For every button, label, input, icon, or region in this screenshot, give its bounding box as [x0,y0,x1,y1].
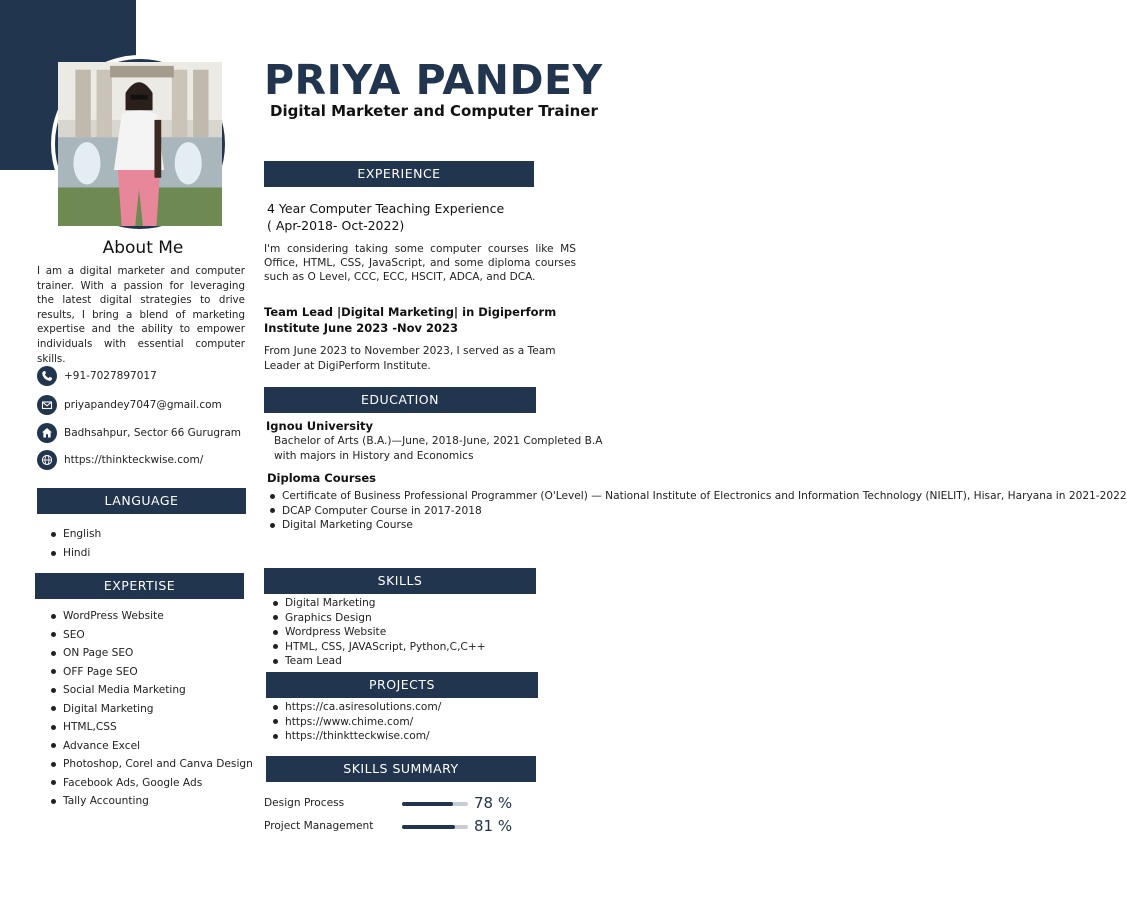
job1-title-line1: 4 Year Computer Teaching Experience [267,201,505,216]
list-item: WordPress Website [37,607,253,626]
expertise-heading-bar [35,573,244,599]
location-icon [37,423,57,443]
job2-title-line2: Institute June 2023 -Nov 2023 [264,321,459,335]
meter-value-project: 81 % [474,817,513,835]
project-link[interactable]: https://www.chime.com/ [259,715,441,730]
phone-icon [37,366,57,386]
contact-email [37,394,257,416]
experience-heading-bar [264,161,534,187]
list-item: Digital Marketing [259,596,486,611]
list-item: ON Page SEO [37,644,253,663]
degree-line1: Bachelor of Arts (B.A.)—June, 2018-June, 2021 Completed B.A [274,435,603,447]
job1-title [267,200,567,234]
university-name: Ignou University [266,419,374,433]
list-item: Digital Marketing Course [256,518,596,533]
meter-fill-design [402,802,453,806]
meter-fill-project [402,825,455,829]
list-item: English [37,525,101,544]
project-link[interactable]: https://ca.asiresolutions.com/ [259,700,441,715]
list-item: Graphics Design [259,611,486,626]
skills-heading: SKILLS [377,573,423,588]
list-item: Team Lead [259,654,486,669]
list-item: Social Media Marketing [37,681,253,700]
about-heading: About Me [102,238,184,258]
job2-title-line1: Team Lead |Digital Marketing| in Digiperform [264,305,557,319]
globe-icon [37,450,57,470]
list-item: Photoshop, Corel and Canva Design [37,755,253,774]
phone-text: +91-7027897017 [64,370,157,382]
language-heading: LANGUAGE [104,493,179,508]
list-item: HTML,CSS [37,718,253,737]
email-text: priyapandey7047@gmail.com [64,399,222,411]
list-item: Advance Excel [37,737,253,756]
language-list [37,525,101,563]
degree-line2: with majors in History and Economics [274,449,474,462]
job1-title-line2: ( Apr-2018- Oct-2022) [267,218,405,233]
contact-address [37,422,257,444]
website-text: https://thinkteckwise.com/ [64,454,204,466]
address-text: Badhsahpur, Sector 66 Gurugram [64,427,242,439]
list-item: OFF Page SEO [37,663,253,682]
list-item: SEO [37,626,253,645]
projects-list [259,700,441,744]
list-item: Facebook Ads, Google Ads [37,774,253,793]
list-item: Certificate of Business Professional Programmer (O'Level) — National Institute of Electronics and Information Technology (NIELIT), Hisar, Haryana in 2021-2022 [256,489,596,504]
profile-photo [55,59,225,229]
skills-heading-bar [264,568,536,594]
job2-description [264,344,594,374]
projects-heading: PROJECTS [369,677,435,692]
list-item: HTML, CSS, JAVAScript, Python,C,C++ [259,640,486,655]
meter-label-design: Design Process [264,797,345,809]
candidate-name: PRIYA PANDEY [264,56,603,104]
education-heading-bar [264,387,536,413]
experience-heading: EXPERIENCE [357,166,441,181]
diploma-list [256,489,1127,533]
expertise-heading: EXPERTISE [103,578,176,593]
job2-text-line2: Leader at DigiPerform Institute. [264,360,431,372]
list-item: Digital Marketing [37,700,253,719]
email-icon [37,395,57,415]
skills-summary-heading-bar [266,756,536,782]
meter-value-design: 78 % [474,794,513,812]
skills-list [259,596,486,669]
job1-description: I'm considering taking some computer courses like MS Office, HTML, CSS, JavaScript, and some diploma courses such as O Level, CCC, ECC, HSCIT, ADCA, and DCA. [264,243,576,283]
degree-text [274,434,604,463]
education-heading: EDUCATION [361,392,439,407]
contact-website [37,449,257,471]
about-text: I am a digital marketer and computer trainer. With a passion for leveraging the latest digital strategies to drive results, I bring a blend of marketing expertise and the ability to empower individuals with essential computer skills. [37,265,245,365]
candidate-title: Digital Marketer and Computer Trainer [270,102,598,120]
meter-track-design [402,802,468,806]
meter-track-project [402,825,468,829]
contact-phone [37,365,257,387]
projects-heading-bar [266,672,538,698]
list-item: Wordpress Website [259,625,486,640]
project-link[interactable]: https://thinktteckwise.com/ [259,729,441,744]
job2-text-line1: From June 2023 to November 2023, I served as a Team [264,345,556,357]
expertise-list [37,607,253,811]
language-heading-bar [37,488,246,514]
diploma-heading: Diploma Courses [267,471,376,485]
list-item: Hindi [37,544,101,563]
list-item: Tally Accounting [37,792,253,811]
job2-title [264,304,594,336]
meter-label-project: Project Management [264,820,374,832]
list-item: DCAP Computer Course in 2017-2018 [256,504,596,519]
skills-summary-heading: SKILLS SUMMARY [343,761,459,776]
